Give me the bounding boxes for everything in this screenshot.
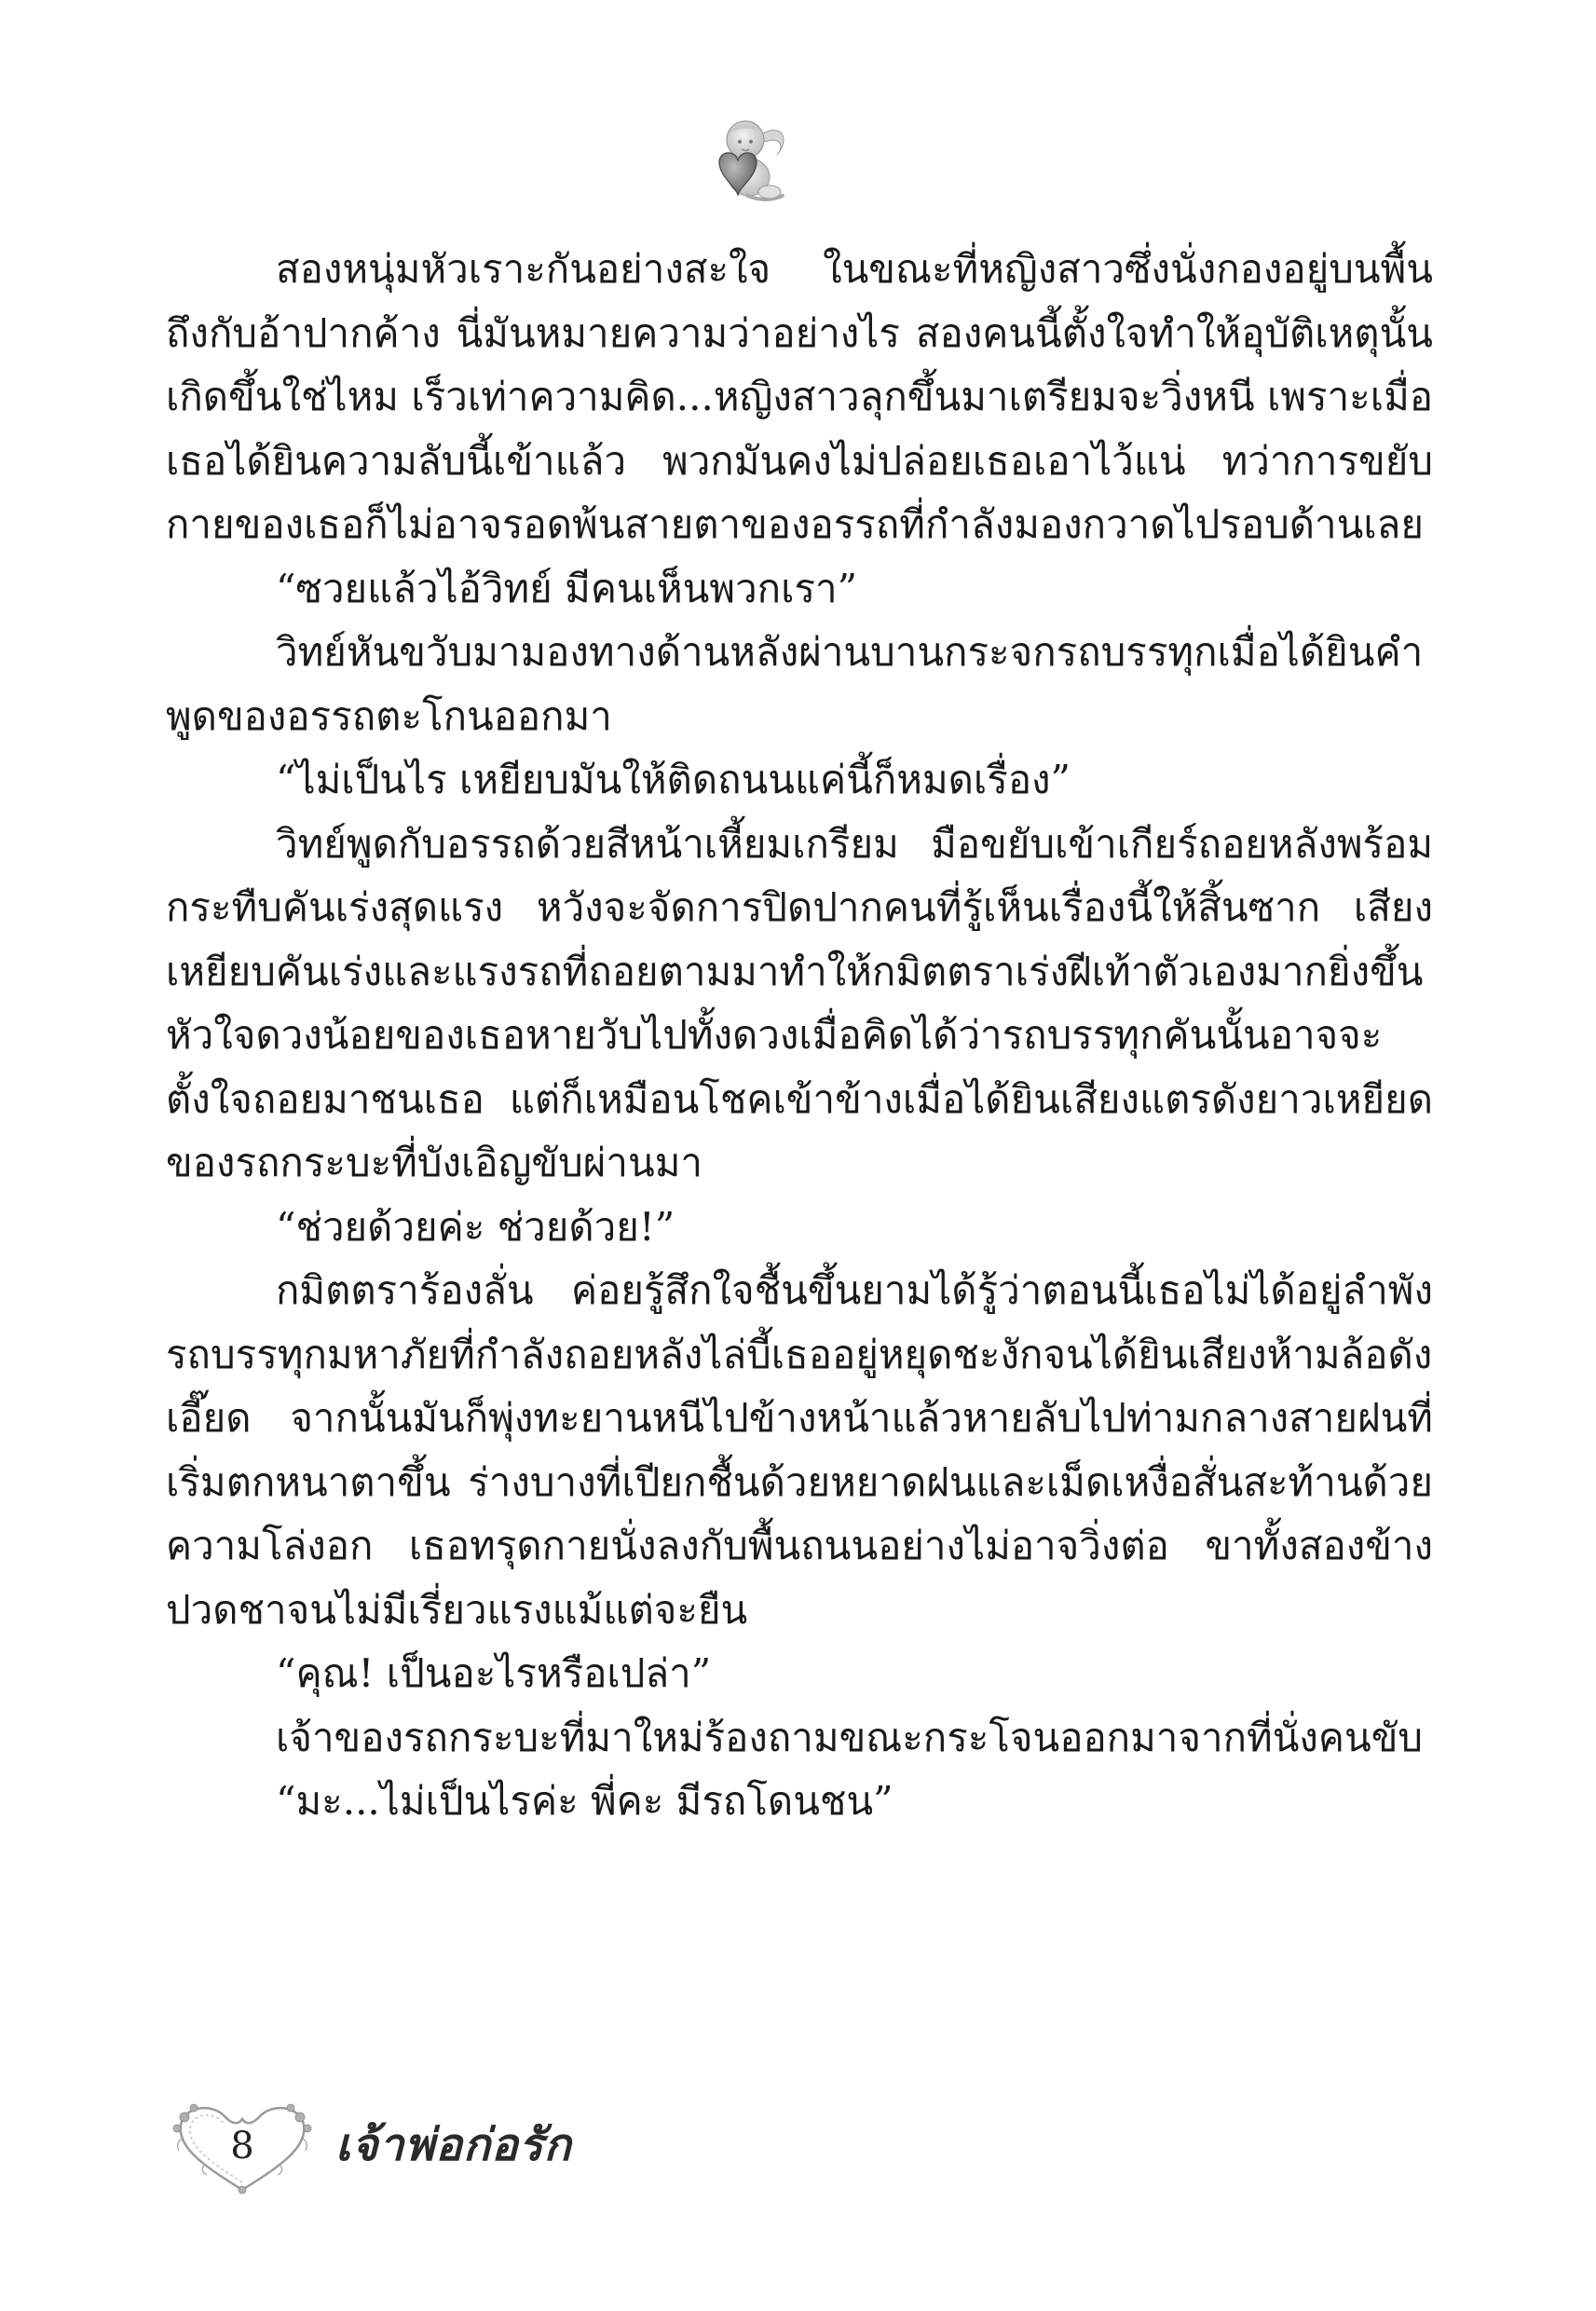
paragraph: กมิตตราร้องลั่น ค่อยรู้สึกใจชื้นขึ้นยามได้รู้ว่าตอนนี้เธอไม่ได้อยู่ลำพัง รถบรรทุกมหาภัยที่กำลังถอยหลังไล่บี้เธออยู่หยุดชะงักจนได้ยินเสียงห้ามล้อดังเอี๊ยด จากนั้นมันก็พุ่งทะยานหนีไปข้างหน้าแล้วหายลับไปท่ามกลางสายฝนที่เริ่มตกหนาตาขึ้น ร่างบางที่เปียกชื้นด้วยหยาดฝนและเม็ดเหงื่อสั่นสะท้านด้วยความโล่งอก เธอทรุดกายนั่งลงกับพื้นถนนอย่างไม่อาจวิ่งต่อ ขาทั้งสองข้างปวดชาจนไม่มีเรี่ยวแรงแม้แต่จะยืน [166, 1267, 1433, 1633]
dialogue-line: “คุณ! เป็นอะไรหรือเปล่า” [276, 1650, 712, 1696]
cupid-with-heart-icon [691, 110, 794, 212]
page-footer [168, 2097, 634, 2199]
story-body [166, 238, 1433, 1834]
dialogue-line: “ช่วยด้วยค่ะ ช่วยด้วย!” [276, 1203, 675, 1250]
paragraph: สองหนุ่มหัวเราะกันอย่างสะใจ ในขณะที่หญิงสาวซึ่งนั่งกองอยู่บนพื้นถึงกับอ้าปากค้าง นี่มันหมายความว่าอย่างไร สองคนนี้ตั้งใจทำให้อุบัติเหตุนั้นเกิดขึ้นใช่ไหม เร็วเท่าความคิด...หญิงสาวลุกขึ้นมาเตรียมจะวิ่งหนี เพราะเมื่อเธอได้ยินความลับนี้เข้าแล้ว พวกมันคงไม่ปล่อยเธอเอาไว้แน่ ทว่าการขยับกายของเธอก็ไม่อาจรอดพ้นสายตาของอรรถที่กำลังมองกวาดไปรอบด้านเลย [166, 246, 1433, 547]
page-number: 8 [230, 2125, 254, 2167]
paragraph: เจ้าของรถกระบะที่มาใหม่ร้องถามขณะกระโจนออกมาจากที่นั่งคนขับ [276, 1714, 1424, 1760]
dialogue-line: “ไม่เป็นไร เหยียบมันให้ติดถนนแค่นี้ก็หมดเรื่อง” [276, 757, 1071, 802]
paragraph: วิทย์หันขวับมามองทางด้านหลังผ่านบานกระจกรถบรรทุกเมื่อได้ยินคำพูดของอรรถตะโกนออกมา [166, 629, 1424, 739]
paragraph: วิทย์พูดกับอรรถด้วยสีหน้าเหี้ยมเกรียม มือขยับเข้าเกียร์ถอยหลังพร้อมกระทืบคันเร่งสุดแรง หวังจะจัดการปิดปากคนที่รู้เห็นเรื่องนี้ให้สิ้นซาก เสียงเหยียบคันเร่งและแรงรถที่ถอยตามมาทำให้กมิตตราเร่งฝีเท้าตัวเองมากยิ่งขึ้น หัวใจดวงน้อยของเธอหายวับไปทั้งดวงเมื่อคิดได้ว่ารถบรรทุกคันนั้นอาจจะตั้งใจถอยมาชนเธอ แต่ก็เหมือนโชคเข้าข้างเมื่อได้ยินเสียงแตรดังยาวเหยียดของรถกระบะที่บังเอิญขับผ่านมา [166, 820, 1433, 1185]
dialogue-line: “มะ...ไม่เป็นไรค่ะ พี่คะ มีรถโดนชน” [276, 1778, 893, 1824]
dialogue-line: “ซวยแล้วไอ้วิทย์ มีคนเห็นพวกเรา” [276, 565, 858, 611]
book-title: เจ้าพ่อก่อรัก [335, 2119, 572, 2171]
